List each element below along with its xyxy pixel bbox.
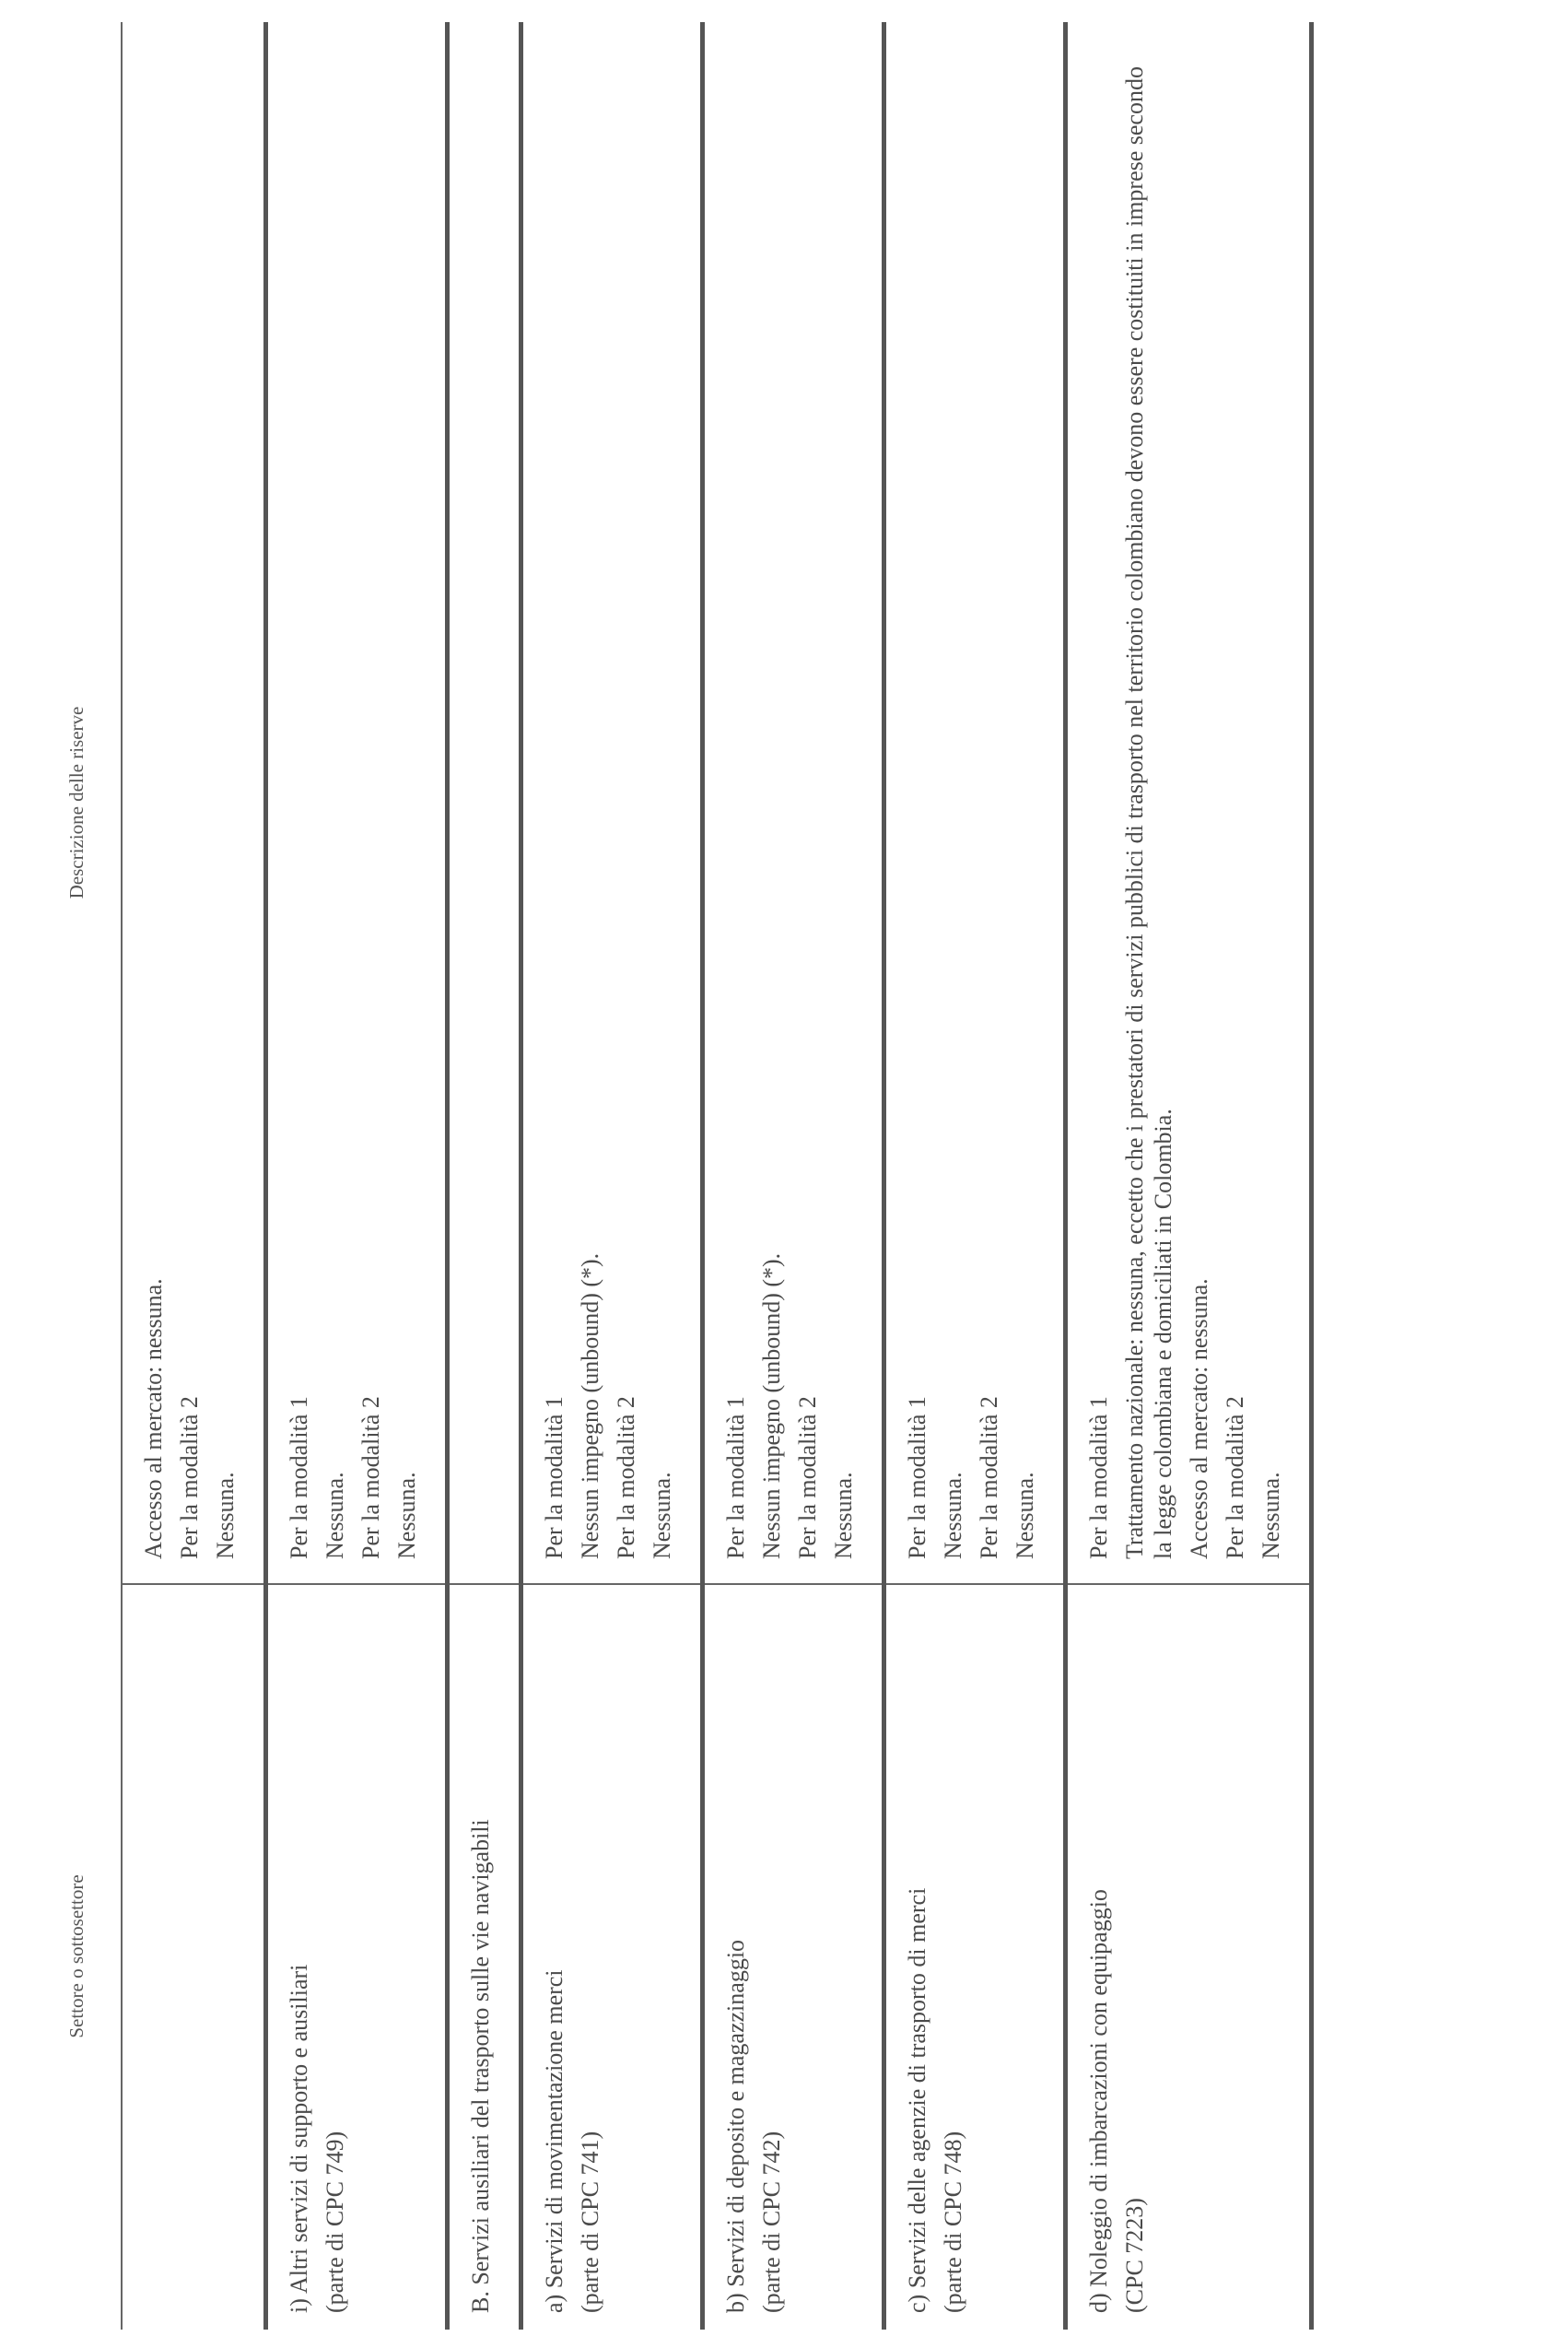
table-row [121, 22, 263, 2330]
sector-title: c) Servizi delle agenzie di trasporto di merci [904, 1887, 930, 2313]
description-line: Nessun impegno (unbound) (*). [577, 1252, 603, 1559]
description-cell [886, 22, 1063, 1583]
description-line: Nessuna. [649, 1472, 675, 1559]
sector-cell [268, 1583, 445, 2330]
table-row [519, 22, 700, 2330]
description-line: Nessuna. [212, 1472, 239, 1559]
description-cell [705, 22, 882, 1583]
table-row [263, 22, 445, 2330]
sector-title: b) Servizi di deposito e magazzinaggio [722, 1939, 749, 2313]
description-line: Nessuna. [830, 1472, 857, 1559]
description-line: Trattamento nazionale: nessuna, eccetto che i prestatori di servizi pubblici di trasporto nel territorio colombiano devono essere costituiti in imprese secondo la legge colombiana e domiciliati in Colombia. [1121, 66, 1176, 1559]
description-line: Per la modalità 1 [904, 1396, 930, 1559]
sector-code: (parte di CPC 748) [940, 2131, 966, 2313]
description-line: Per la modalità 2 [976, 1396, 1002, 1559]
header-description: Descrizione delle riserve [65, 706, 88, 899]
sector-cell [705, 1583, 882, 2330]
description-line: Per la modalità 1 [286, 1396, 312, 1559]
description-cell [1068, 22, 1309, 1583]
description-line: Nessuna. [1012, 1472, 1038, 1559]
sector-cell [123, 1583, 263, 2330]
description-cell [268, 22, 445, 1583]
table-row [445, 22, 519, 2330]
sector-title: d) Noleggio di imbarcazioni con equipaggio [1085, 1889, 1112, 2313]
description-line: Per la modalità 2 [1222, 1396, 1248, 1559]
description-line: Per la modalità 2 [794, 1396, 821, 1559]
description-cell [450, 22, 519, 1583]
table-row [882, 22, 1063, 2330]
sector-cell [1068, 1583, 1309, 2330]
description-line: Nessuna. [393, 1472, 420, 1559]
reservations-table [33, 22, 1314, 2330]
description-line: Accesso al mercato: nessuna. [140, 1278, 167, 1559]
sector-code: (parte di CPC 742) [758, 2131, 785, 2313]
table-row [700, 22, 882, 2330]
description-line: Per la modalità 1 [1085, 1396, 1112, 1559]
sector-cell [523, 1583, 700, 2330]
sector-title: i) Altri servizi di supporto e ausiliari [286, 1964, 312, 2313]
table-header [33, 22, 121, 2330]
sector-cell [886, 1583, 1063, 2330]
description-line: Per la modalità 2 [613, 1396, 639, 1559]
sector-code: (parte di CPC 749) [322, 2131, 348, 2313]
table-row [1063, 22, 1309, 2330]
sector-title: B. Servizi ausiliari del trasporto sulle vie navigabili [467, 1819, 494, 2313]
sector-code: (CPC 7223) [1121, 2198, 1148, 2313]
table-bottom-rule [1309, 22, 1314, 2330]
description-line: Per la modalità 1 [541, 1396, 568, 1559]
sector-title: a) Servizi di movimentazione merci [541, 1969, 568, 2313]
description-line: Nessuna. [322, 1472, 348, 1559]
description-line: Nessuna. [1258, 1472, 1284, 1559]
description-line: Accesso al mercato: nessuna. [1186, 1278, 1212, 1559]
description-line: Per la modalità 1 [722, 1396, 749, 1559]
description-cell [523, 22, 700, 1583]
sector-cell [450, 1583, 519, 2330]
description-line: Per la modalità 2 [357, 1396, 384, 1559]
header-sector: Settore o sottosettore [65, 1874, 88, 2038]
description-line: Nessun impegno (unbound) (*). [758, 1252, 785, 1559]
description-line: Nessuna. [940, 1472, 966, 1559]
description-line: Per la modalità 2 [176, 1396, 203, 1559]
sector-code: (parte di CPC 741) [577, 2131, 603, 2313]
description-cell [123, 22, 263, 1583]
